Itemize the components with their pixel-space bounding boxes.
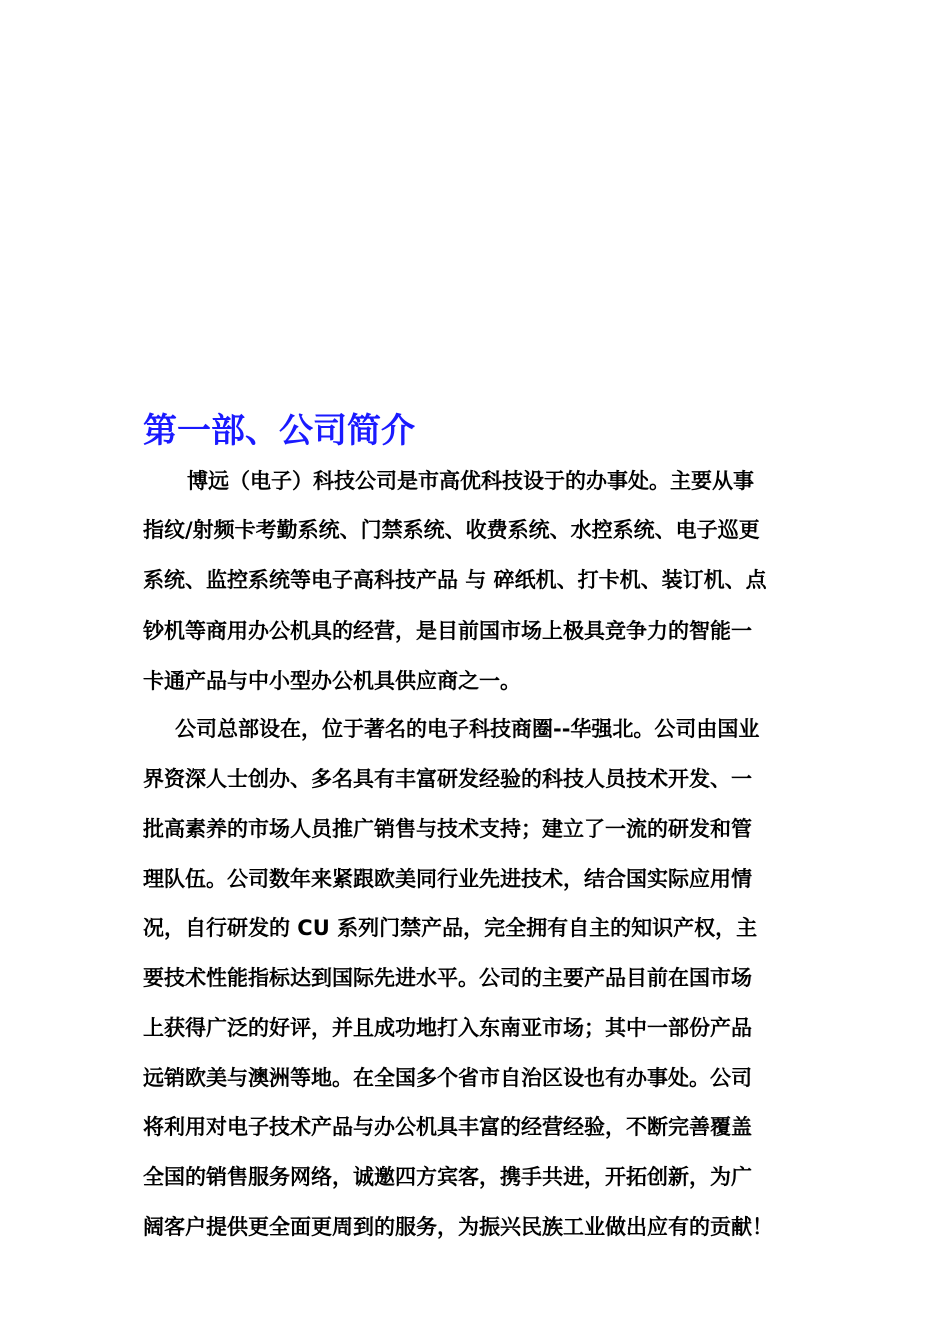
- paragraph-line: 阔客户提供更全面更周到的服务，为振兴民族工业做出应有的贡献！: [143, 1215, 773, 1239]
- paragraph-line: 博远（电子）科技公司是市高优科技设于的办事处。主要从事: [187, 469, 754, 493]
- paragraph-line: 理队伍。公司数年来紧跟欧美同行业先进技术，结合国实际应用情: [143, 867, 752, 891]
- paragraph-line: 远销欧美与澳洲等地。在全国多个省市自治区设也有办事处。公司: [143, 1066, 752, 1090]
- section-heading: 第一部、公司简介: [143, 411, 415, 451]
- paragraph-line: 卡通产品与中小型办公机具供应商之一。: [143, 669, 521, 693]
- paragraph-line: 全国的销售服务网络，诚邀四方宾客，携手共进，开拓创新，为广: [143, 1165, 752, 1189]
- paragraph-line: 将利用对电子技术产品与办公机具丰富的经营经验，不断完善覆盖: [143, 1115, 752, 1139]
- paragraph-line: 批高素养的市场人员推广销售与技术支持；建立了一流的研发和管: [143, 817, 752, 841]
- paragraph-line: 系统、监控系统等电子高科技产品 与 碎纸机、打卡机、装订机、点: [143, 568, 767, 592]
- paragraph-line: 界资深人士创办、多名具有丰富研发经验的科技人员技术开发、一: [143, 767, 752, 791]
- paragraph-line: 钞机等商用办公机具的经营，是目前国市场上极具竞争力的智能一: [143, 619, 752, 643]
- paragraph-line: 要技术性能指标达到国际先进水平。公司的主要产品目前在国市场: [143, 966, 752, 990]
- paragraph-line: 上获得广泛的好评，并且成功地打入东南亚市场；其中一部份产品: [143, 1016, 752, 1040]
- paragraph-line: 公司总部设在，位于著名的电子科技商圈--华强北。公司由国业: [175, 717, 760, 741]
- paragraph-line: 指纹/射频卡考勤系统、门禁系统、收费系统、水控系统、电子巡更: [143, 518, 760, 542]
- paragraph-line: 况，自行研发的 CU 系列门禁产品，完全拥有自主的知识产权，主: [143, 916, 758, 940]
